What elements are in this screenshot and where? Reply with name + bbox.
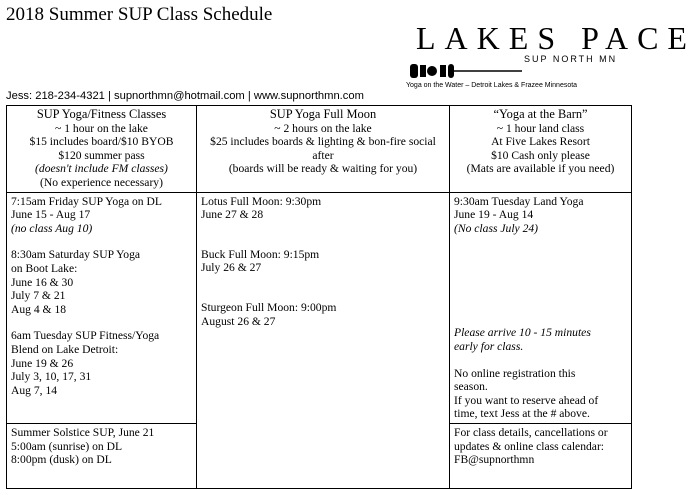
schedule-line: 8:30am Saturday SUP Yoga: [11, 248, 141, 262]
contact-line: Jess: 218-234-4321 | supnorthmn@hotmail.com | www.supnorthmn.com: [6, 90, 364, 102]
page-title: 2018 Summer SUP Class Schedule: [6, 4, 273, 25]
schedule-line: 9:30am Tuesday Land Yoga: [454, 194, 584, 208]
footer-line: Summer Solstice SUP, June 21: [11, 425, 155, 439]
schedule-line: June 27 & 28: [201, 208, 264, 222]
schedule-line: Blend on Lake Detroit:: [11, 342, 119, 356]
detail-line: ~ 1 hour on the lake: [55, 121, 148, 135]
solstice-cell: [7, 423, 197, 488]
column-heading: SUP Yoga/Fitness Classes: [36, 107, 167, 121]
note-line: Please arrive 10 - 15 minutes: [454, 326, 591, 340]
schedule-row: [7, 192, 632, 423]
schedule-line: Aug 7, 14: [11, 383, 58, 397]
detail-line: $10 Cash only please: [491, 148, 590, 162]
schedule-line: July 26 & 27: [201, 261, 262, 275]
detail-line: (boards will be ready & waiting for you): [228, 162, 418, 176]
schedule-line: July 3, 10, 17, 31: [11, 370, 92, 384]
header-yoga-barn: [450, 106, 632, 193]
schedule-line: Sturgeon Full Moon: 9:00pm: [201, 300, 337, 314]
schedule-line: 6am Tuesday SUP Fitness/Yoga: [11, 329, 160, 343]
detail-line: $25 includes boards & lighting & bon-fire social after: [210, 135, 436, 162]
fitness-schedule-cell: [7, 192, 197, 423]
schedule-line: June 19 & 26: [11, 356, 74, 370]
footer-line: 5:00am (sunrise) on DL: [11, 439, 123, 453]
barn-schedule-cell: [450, 192, 632, 423]
detail-line: (Mats are available if you need): [466, 162, 615, 176]
schedule-line: June 16 & 30: [11, 275, 74, 289]
footer-line: For class details, cancellations or: [454, 425, 608, 439]
column-heading: “Yoga at the Barn”: [493, 107, 588, 121]
detail-line: ~ 2 hours on the lake: [274, 121, 372, 135]
detail-line: (No experience necessary): [40, 175, 163, 189]
schedule-line: June 19 - Aug 14: [454, 208, 534, 222]
detail-line: $120 summer pass: [58, 148, 145, 162]
logo-wordmark: LAKES PACE: [416, 20, 696, 56]
full-moon-schedule-cell: [197, 192, 450, 488]
schedule-line: Buck Full Moon: 9:15pm: [201, 247, 320, 261]
detail-line: ~ 1 hour land class: [496, 121, 585, 135]
note-line: season.: [454, 380, 488, 394]
note-line: No online registration this: [454, 366, 576, 380]
schedule-line: Lotus Full Moon: 9:30pm: [201, 194, 322, 208]
lakes-pace-logo: [406, 20, 696, 96]
schedule-table: [6, 105, 632, 489]
schedule-line: August 26 & 27: [201, 314, 276, 328]
schedule-line: on Boot Lake:: [11, 261, 78, 275]
logo-tagline: Yoga on the Water – Detroit Lakes & Frazee Minnesota: [406, 82, 578, 89]
schedule-line: Aug 4 & 18: [11, 302, 67, 316]
note-line: time, text Jess at the # above.: [454, 407, 590, 421]
schedule-line: (no class Aug 10): [11, 221, 93, 235]
footer-line: 8:00pm (dusk) on DL: [11, 453, 112, 467]
header-fitness-classes: [7, 106, 197, 193]
details-cell: [450, 423, 632, 488]
note-line: early for class.: [454, 339, 524, 353]
schedule-line: July 7 & 21: [11, 289, 66, 303]
schedule-line: June 15 - Aug 17: [11, 208, 91, 222]
footer-line: updates & online class calendar:: [454, 439, 605, 453]
footer-line: FB@supnorthmn: [454, 453, 535, 467]
schedule-line: (No class July 24): [454, 221, 539, 235]
paddle-icon: [410, 62, 632, 80]
column-heading: SUP Yoga Full Moon: [269, 107, 377, 121]
header-row: [7, 106, 632, 193]
header-full-moon: [197, 106, 450, 193]
detail-line: At Five Lakes Resort: [491, 135, 590, 149]
detail-line: (doesn't include FM classes): [35, 162, 168, 176]
note-line: If you want to reserve ahead of: [454, 393, 599, 407]
detail-line: $15 includes board/$10 BYOB: [29, 135, 174, 149]
logo-subtitle: SUP NORTH MN: [524, 54, 618, 64]
schedule-line: 7:15am Friday SUP Yoga on DL: [11, 194, 162, 208]
